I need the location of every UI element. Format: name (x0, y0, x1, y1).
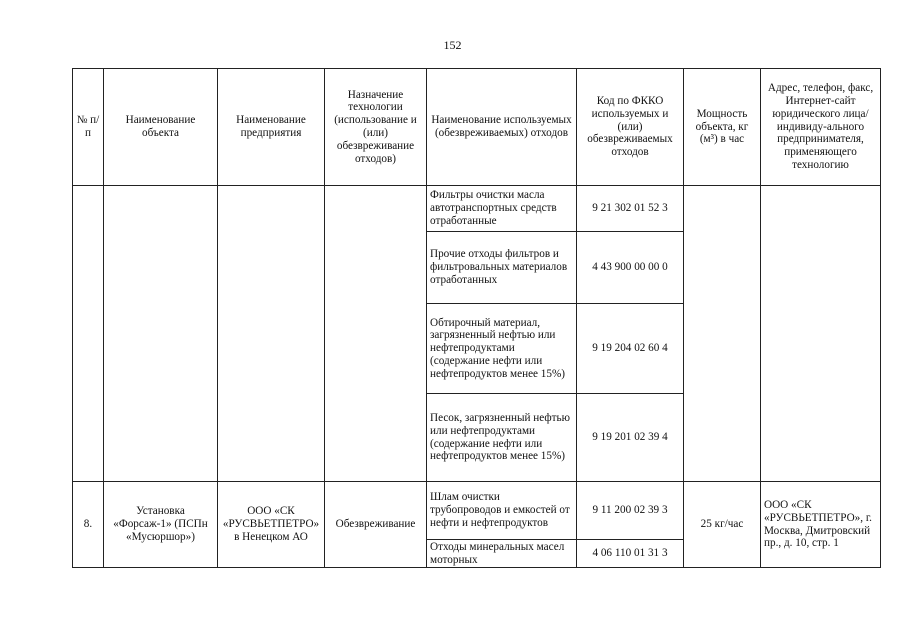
waste-code: 9 19 201 02 39 4 (577, 394, 684, 482)
header-number: № п/п (73, 69, 104, 186)
header-address: Адрес, телефон, факс, Интернет-сайт юридического лица/индивиду-ального предпринимателя, применяющего технологию (761, 69, 881, 186)
header-purpose: Назначение технологии (использование и (или) обезвреживание отходов) (325, 69, 427, 186)
cell-address-continued (761, 186, 881, 482)
waste-name: Обтирочный материал, загрязненный нефтью или нефтепродуктами (содержание нефти или нефтепродуктов менее 15%) (427, 304, 577, 394)
waste-technology-table (72, 68, 881, 568)
cell-object-name: Установка «Форсаж-1» (ПСПн «Мусюршор») (104, 482, 218, 568)
header-waste-name: Наименование используемых (обезвреживаемых) отходов (427, 69, 577, 186)
waste-name: Песок, загрязненный нефтью или нефтепродуктами (содержание нефти или нефтепродуктов менее 15%) (427, 394, 577, 482)
cell-object-continued (104, 186, 218, 482)
header-capacity: Мощность объекта, кг (м³) в час (684, 69, 761, 186)
header-enterprise: Наименование предприятия (218, 69, 325, 186)
waste-name: Отходы минеральных масел моторных (427, 540, 577, 568)
waste-code: 9 11 200 02 39 3 (577, 482, 684, 540)
header-fkko-code: Код по ФККО используемых и (или) обезвреживаемых отходов (577, 69, 684, 186)
waste-code: 4 43 900 00 00 0 (577, 232, 684, 304)
waste-code: 9 21 302 01 52 3 (577, 186, 684, 232)
cell-row-number: 8. (73, 482, 104, 568)
table-header-row (73, 69, 881, 186)
cell-address: ООО «СК «РУСВЬЕТПЕТРО», г. Москва, Дмитровский пр., д. 10, стр. 1 (761, 482, 881, 568)
header-object: Наименование объекта (104, 69, 218, 186)
waste-code: 9 19 204 02 60 4 (577, 304, 684, 394)
table-row (73, 482, 881, 540)
waste-name: Фильтры очистки масла автотранспортных средств отработанные (427, 186, 577, 232)
page-number: 152 (443, 38, 462, 52)
table-row (73, 186, 881, 232)
cell-capacity: 25 кг/час (684, 482, 761, 568)
cell-purpose-continued (325, 186, 427, 482)
cell-purpose: Обезвреживание (325, 482, 427, 568)
cell-enterprise-continued (218, 186, 325, 482)
cell-enterprise-name: ООО «СК «РУСВЬЕТПЕТРО» в Ненецком АО (218, 482, 325, 568)
waste-code: 4 06 110 01 31 3 (577, 540, 684, 568)
cell-number-continued (73, 186, 104, 482)
waste-name: Прочие отходы фильтров и фильтровальных материалов отработанных (427, 232, 577, 304)
waste-name: Шлам очистки трубопроводов и емкостей от нефти и нефтепродуктов (427, 482, 577, 540)
cell-capacity-continued (684, 186, 761, 482)
